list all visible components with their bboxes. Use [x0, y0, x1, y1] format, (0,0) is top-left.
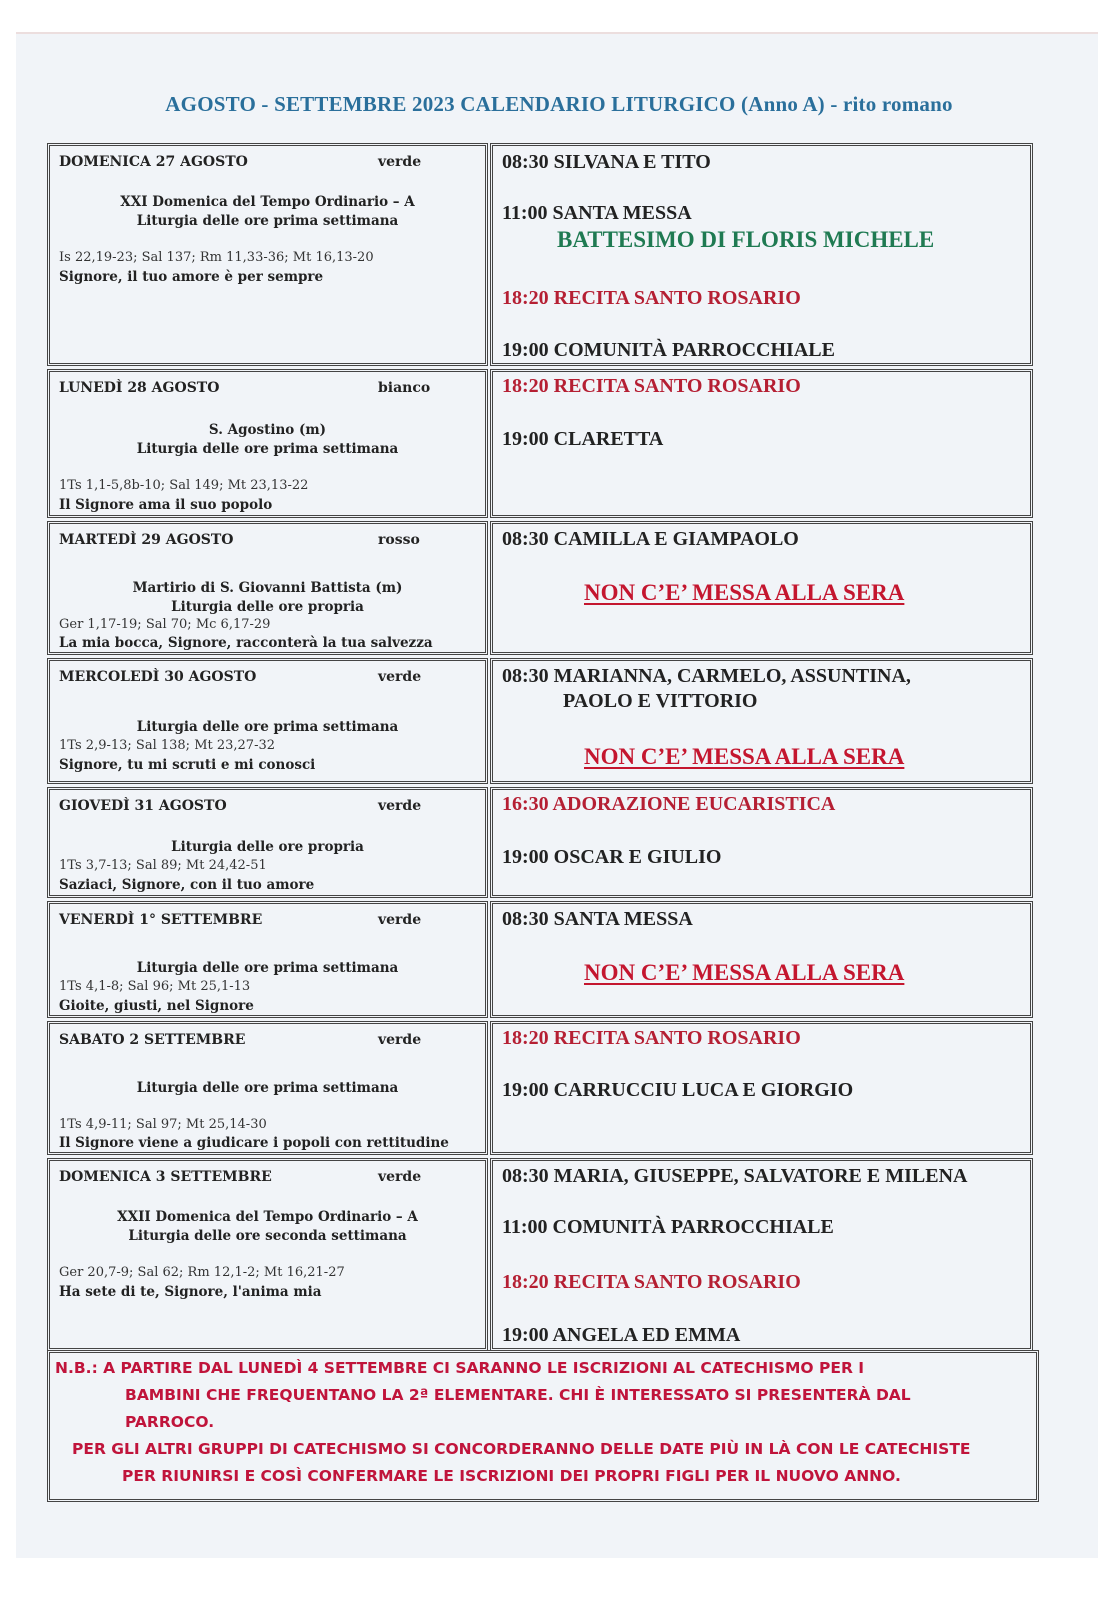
- day-row: [47, 658, 1033, 784]
- readings: 1Ts 4,9-11; Sal 97; Mt 25,14-30: [59, 1117, 267, 1132]
- readings: Ger 20,7-9; Sal 62; Rm 12,1-2; Mt 16,21-27: [59, 1265, 345, 1280]
- readings: 1Ts 1,1-5,8b-10; Sal 149; Mt 23,13-22: [59, 478, 309, 493]
- notice-line: PER RIUNIRSI E COSÌ CONFERMARE LE ISCRIZIONI DEI PROPRI FIGLI PER IL NUOVO ANNO.: [122, 1467, 901, 1485]
- liturgical-color: verde: [378, 1032, 422, 1048]
- readings: Is 22,19-23; Sal 137; Rm 11,33-36; Mt 16,13-20: [59, 250, 374, 265]
- day-label: MERCOLEDÌ 30 AGOSTO: [59, 669, 257, 685]
- day-info-cell: [47, 521, 488, 655]
- events-cell: [490, 521, 1033, 655]
- liturgical-color: rosso: [378, 532, 420, 548]
- events-cell: [490, 1158, 1033, 1351]
- celebration-line: Liturgia delle ore prima settimana: [136, 1080, 399, 1096]
- day-label: MARTEDÌ 29 AGOSTO: [59, 532, 234, 548]
- liturgical-color: bianco: [378, 380, 431, 396]
- liturgical-color: verde: [378, 1169, 422, 1185]
- event: 08:30 MARIA, GIUSEPPE, SALVATORE E MILENA: [502, 1165, 968, 1187]
- event-adoration: 16:30 ADORAZIONE EUCARISTICA: [502, 793, 836, 815]
- day-info-cell: [47, 143, 488, 366]
- psalm-response: Il Signore ama il suo popolo: [59, 497, 273, 513]
- event: 19:00 COMUNITÀ PARROCCHIALE: [502, 339, 835, 361]
- event-rosary: 18:20 RECITA SANTO ROSARIO: [502, 1027, 801, 1049]
- celebration-line: Liturgia delle ore prima settimana: [136, 441, 399, 457]
- day-row: [47, 521, 1033, 655]
- day-row: [47, 1021, 1033, 1155]
- liturgical-color: verde: [378, 912, 422, 928]
- events-cell: [490, 143, 1033, 366]
- event: 11:00 SANTA MESSA: [502, 202, 692, 224]
- event: 08:30 SILVANA E TITO: [502, 151, 711, 173]
- events-cell: [490, 1021, 1033, 1155]
- event: 19:00 ANGELA ED EMMA: [502, 1324, 741, 1346]
- event: 19:00 CARRUCCIU LUCA E GIORGIO: [502, 1079, 854, 1101]
- catechism-notice: [47, 1350, 1039, 1502]
- events-cell: [490, 901, 1033, 1018]
- day-label: DOMENICA 27 AGOSTO: [59, 154, 248, 170]
- celebration-line: Liturgia delle ore seconda settimana: [128, 1228, 407, 1244]
- readings: 1Ts 4,1-8; Sal 96; Mt 25,1-13: [59, 979, 251, 994]
- day-row: [47, 369, 1033, 518]
- event-rosary: 18:20 RECITA SANTO ROSARIO: [502, 1271, 801, 1293]
- celebration-line: Martirio di S. Giovanni Battista (m): [132, 580, 403, 596]
- readings: 1Ts 2,9-13; Sal 138; Mt 23,27-32: [59, 738, 276, 753]
- day-row: [47, 787, 1033, 898]
- day-label: GIOVEDÌ 31 AGOSTO: [59, 798, 227, 814]
- celebration-line: XXI Domenica del Tempo Ordinario – A: [120, 194, 415, 210]
- day-label: SABATO 2 SETTEMBRE: [59, 1032, 246, 1048]
- notice-line: N.B.: A PARTIRE DAL LUNEDÌ 4 SETTEMBRE CI SARANNO LE ISCRIZIONI AL CATECHISMO PER I: [55, 1359, 865, 1377]
- day-info-cell: [47, 787, 488, 898]
- notice-line: BAMBINI CHE FREQUENTANO LA 2ª ELEMENTARE. CHI È INTERESSATO SI PRESENTERÀ DAL: [125, 1386, 911, 1404]
- liturgical-color: verde: [378, 669, 422, 685]
- psalm-response: Il Signore viene a giudicare i popoli con rettitudine: [59, 1135, 449, 1151]
- celebration-line: Liturgia delle ore prima settimana: [136, 213, 399, 229]
- psalm-response: Signore, il tuo amore è per sempre: [59, 269, 324, 285]
- no-evening-mass-notice: NON C’E’ MESSA ALLA SERA: [584, 744, 905, 769]
- event-rosary: 18:20 RECITA SANTO ROSARIO: [502, 287, 801, 309]
- day-info-cell: [47, 658, 488, 784]
- celebration-line: Liturgia delle ore propria: [171, 599, 364, 615]
- event: 08:30 SANTA MESSA: [502, 908, 693, 930]
- event-continuation: PAOLO E VITTORIO: [563, 690, 758, 712]
- readings: 1Ts 3,7-13; Sal 89; Mt 24,42-51: [59, 858, 267, 873]
- notice-line: PARROCO.: [125, 1413, 215, 1431]
- event-baptism: BATTESIMO DI FLORIS MICHELE: [557, 227, 935, 252]
- day-row: [47, 1158, 1033, 1351]
- notice-line: PER GLI ALTRI GRUPPI DI CATECHISMO SI CONCORDERANNO DELLE DATE PIÙ IN LÀ CON LE CATECHISTE: [72, 1440, 971, 1458]
- event: 11:00 COMUNITÀ PARROCCHIALE: [502, 1216, 834, 1238]
- day-info-cell: [47, 1021, 488, 1155]
- celebration-line: Liturgia delle ore prima settimana: [136, 960, 399, 976]
- events-cell: [490, 369, 1033, 518]
- event: 08:30 CAMILLA E GIAMPAOLO: [502, 528, 799, 550]
- readings: Ger 1,17-19; Sal 70; Mc 6,17-29: [59, 617, 271, 632]
- page-title: AGOSTO - SETTEMBRE 2023 CALENDARIO LITURGICO (Anno A) - rito romano: [165, 92, 953, 116]
- day-info-cell: [47, 369, 488, 518]
- event: 19:00 CLARETTA: [502, 428, 664, 450]
- day-label: LUNEDÌ 28 AGOSTO: [59, 380, 220, 396]
- day-row: [47, 143, 1033, 366]
- day-label: DOMENICA 3 SETTEMBRE: [59, 1169, 272, 1185]
- psalm-response: La mia bocca, Signore, racconterà la tua salvezza: [59, 635, 433, 651]
- event: 08:30 MARIANNA, CARMELO, ASSUNTINA,: [502, 665, 911, 687]
- psalm-response: Gioite, giusti, nel Signore: [59, 998, 254, 1014]
- event: 19:00 OSCAR E GIULIO: [502, 846, 722, 868]
- events-cell: [490, 787, 1033, 898]
- celebration-line: S. Agostino (m): [208, 422, 327, 438]
- calendar-table: [47, 143, 1033, 1351]
- no-evening-mass-notice: NON C’E’ MESSA ALLA SERA: [584, 580, 905, 605]
- day-label: VENERDÌ 1° SETTEMBRE: [59, 912, 263, 928]
- day-info-cell: [47, 901, 488, 1018]
- celebration-line: XXII Domenica del Tempo Ordinario – A: [117, 1209, 418, 1225]
- liturgical-color: verde: [378, 798, 422, 814]
- day-row: [47, 901, 1033, 1018]
- day-info-cell: [47, 1158, 488, 1351]
- celebration-line: Liturgia delle ore propria: [171, 839, 364, 855]
- psalm-response: Ha sete di te, Signore, l'anima mia: [59, 1284, 322, 1300]
- celebration-line: Liturgia delle ore prima settimana: [136, 719, 399, 735]
- no-evening-mass-notice: NON C’E’ MESSA ALLA SERA: [584, 960, 905, 985]
- events-cell: [490, 658, 1033, 784]
- psalm-response: Saziaci, Signore, con il tuo amore: [59, 877, 315, 893]
- liturgical-color: verde: [378, 154, 422, 170]
- event-rosary: 18:20 RECITA SANTO ROSARIO: [502, 375, 801, 397]
- psalm-response: Signore, tu mi scruti e mi conosci: [59, 757, 316, 773]
